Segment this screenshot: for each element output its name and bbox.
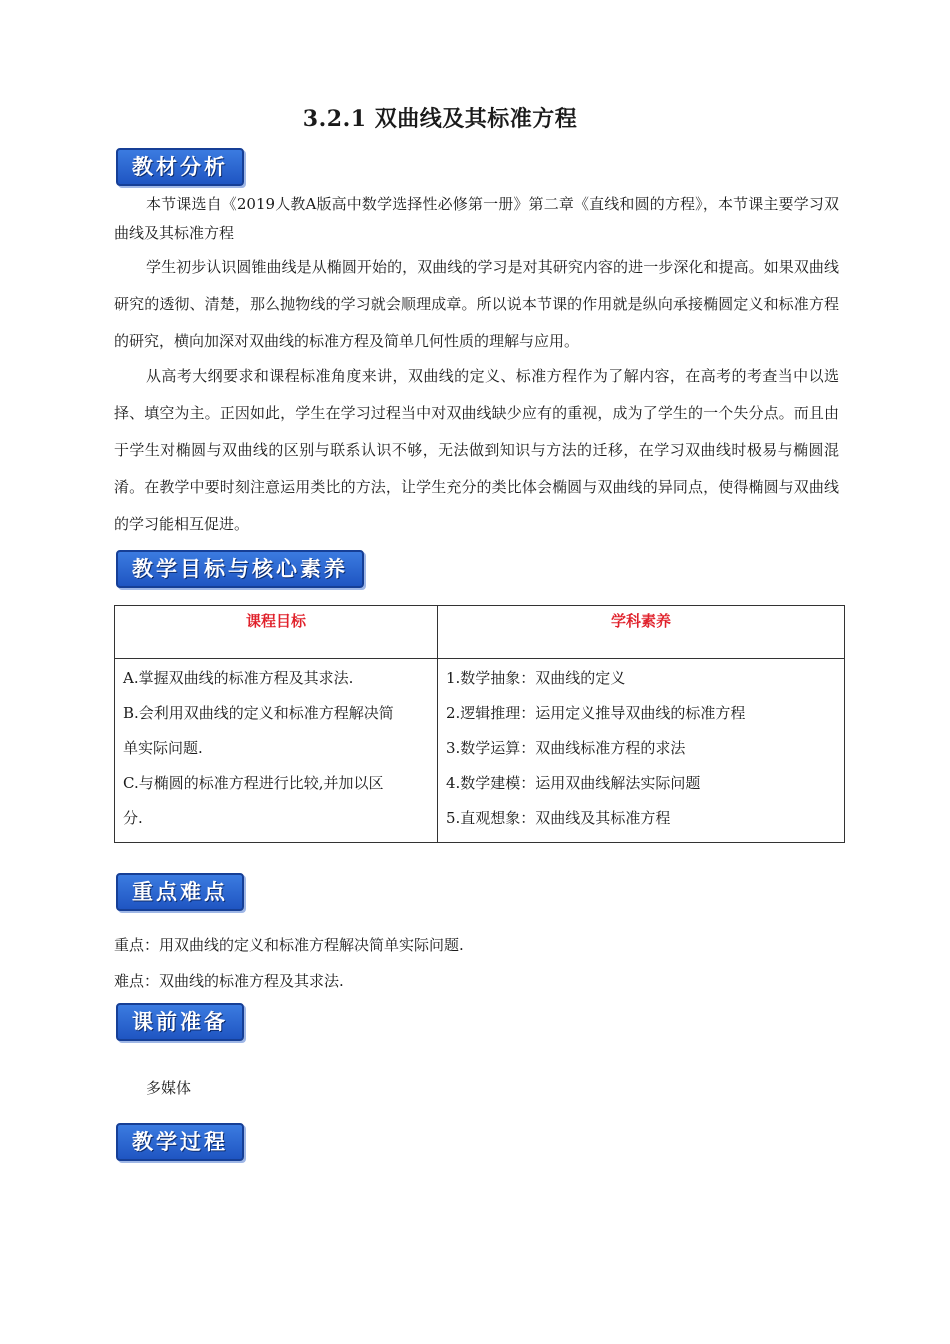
page-title: 3.2.1 双曲线及其标准方程 bbox=[302, 106, 578, 132]
preparation-text: 多媒体 bbox=[146, 1079, 192, 1097]
course-goals-cell bbox=[115, 659, 438, 843]
literacy-line: 1.数学抽象：双曲线的定义 bbox=[446, 669, 626, 687]
analysis-paragraph-1: 本节课选自《2019人教A版高中数学选择性必修第一册》第二章《直线和圆的方程》，本节课主要学习双曲线及其标准方程 bbox=[114, 195, 839, 242]
header-subject-literacy: 学科素养 bbox=[438, 606, 845, 659]
goals-table bbox=[114, 605, 845, 843]
literacy-line: 4.数学建模：运用双曲线解法实际问题 bbox=[446, 774, 701, 792]
section-badge-goals: 教学目标与核心素养 bbox=[116, 550, 364, 588]
header-course-goals: 课程目标 bbox=[115, 606, 438, 659]
goals-table-header bbox=[115, 606, 845, 659]
goal-line: B.会利用双曲线的定义和标准方程解决简 bbox=[123, 704, 394, 722]
literacy-line: 2.逻辑推理：运用定义推导双曲线的标准方程 bbox=[446, 704, 746, 722]
section-badge-analysis: 教材分析 bbox=[116, 148, 244, 186]
goal-line: A.掌握双曲线的标准方程及其求法. bbox=[123, 669, 354, 687]
section-badge-process: 教学过程 bbox=[116, 1123, 244, 1161]
goal-line: C.与椭圆的标准方程进行比较,并加以区 bbox=[123, 774, 384, 792]
literacy-line: 5.直观想象：双曲线及其标准方程 bbox=[446, 809, 671, 827]
goal-line: 分. bbox=[123, 809, 143, 827]
goal-line: 单实际问题. bbox=[123, 739, 203, 757]
difficulty-text: 难点：双曲线的标准方程及其求法. bbox=[114, 972, 344, 990]
section-badge-preparation: 课前准备 bbox=[116, 1003, 244, 1041]
literacy-line: 3.数学运算：双曲线标准方程的求法 bbox=[446, 739, 686, 757]
analysis-paragraph-2: 学生初步认识圆锥曲线是从椭圆开始的，双曲线的学习是对其研究内容的进一步深化和提高。如果双曲线研究的透彻、清楚，那么抛物线的学习就会顺理成章。所以说本节课的作用就是纵向承接椭圆定义和标准方程的研究，横向加深对双曲线的标准方程及简单几何性质的理解与应用。 bbox=[114, 258, 839, 350]
goals-table-row bbox=[115, 659, 845, 843]
key-point-text: 重点：用双曲线的定义和标准方程解决简单实际问题. bbox=[114, 936, 464, 954]
subject-literacy-cell bbox=[438, 659, 845, 843]
section-badge-keypoints: 重点难点 bbox=[116, 873, 244, 911]
analysis-paragraph-3: 从高考大纲要求和课程标准角度来讲，双曲线的定义、标准方程作为了解内容，在高考的考查当中以选择、填空为主。正因如此，学生在学习过程当中对双曲线缺少应有的重视，成为了学生的一个失分点。而且由于学生对椭圆与双曲线的区别与联系认识不够，无法做到知识与方法的迁移，在学习双曲线时极易与椭圆混淆。在教学中要时刻注意运用类比的方法，让学生充分的类比体会椭圆与双曲线的异同点，使得椭圆与双曲线的学习能相互促进。 bbox=[114, 367, 839, 533]
